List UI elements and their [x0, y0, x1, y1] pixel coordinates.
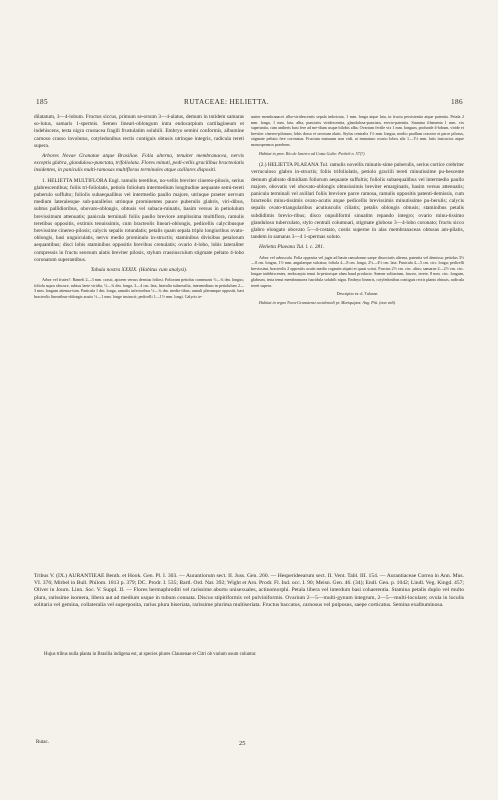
- tribus-note: Hujus tribus nulla planta in Brasilia indigena est, at species plures Clausenae et Citri ob varium usum coluntur.: [44, 652, 257, 657]
- page-number-right: 186: [451, 98, 463, 106]
- footer-sheet-number: 25: [239, 740, 246, 747]
- genus-habit-paragraph: Arbores Novae Granatae atque Brasiliae. Folia alterna, tenuiter membranacea, nervis exceptis glabra, glanduloso-punctata, trifoliolata. Flores minuti, pedi-cellis gracilibus bracteolatis insidentes, in paniculis multi-ramosas multiflorus terminales atque axillares dispositi.: [34, 153, 244, 174]
- tribus-aurantieae-paragraph: Tribus V. (IX.) AURANTIEAE Benth. et Hook. Gen. Pl. I. 303. — Aurantiorum sect. II. Juss. Gen. 260. — Hesperideearum sect. II. Vent. Tabl. III. 154. — Aurantiaceae Correa in Ann. Mus. VI. 376; Mirbel in Bull. Philom. 1813 p. 379; DC. Prodr. I. 535; Bartl. Ord. Nat. 392; Wight et Arn. Prodr. Fl. Ind. occ. I. 90; Meisn. Gen. 46. (34); Endl. Gen. p. 1042; Lindl. Veg. Kingd. 457; Oliver in Journ. Linn. Soc. V. Suppl. II. — Flores hermaphroditi vel rarissime abortu unisexuales, actinomorphi. Petala libera vel interdum basi cohaerentia. Stamina petalis duplo vel multo plura, rarissime isomera, libera aut ad medium usque in tubum connata. Discus stipitiformis vel pulviniformis. Ovarium 2—5—multi-gynum integrum, 2—5—multi-loculare; ovula in loculis solitaria vel gemina, collateralia vel superposita, rarius plura biseriata, rarissime plurima multiseriata. Fructus baccatus, carnosus vel pulposus, saepe corticatus. Semina exalbuminosa.: [34, 573, 464, 608]
- species-2-diagnosis: (2.) HELIETTA PLAEANA Tul. ramulis novellis minutis-sime puberulis, serius cortice crebriter verruculoso glabro in-structis; foliis trifoliolatis, petiolo graciili tereti minutissime pu-bescente demum glabrato dimidiam foliorum aequante suffultis; foliolis subaequalibus vel intermedio paullo majore, obovatis vel obovato-oblongis obtusissimis breviter emarginatis, basim versus attenuatis; panicula terminali vel axillari foliis breviore parce ramosa, ramulis oppositis patenti-demissis, cum bracteolis minu-tissimis ovato-acutis atque pedicellis brevissimis minutissime pu-berulis; calycis sepalis ovato-triangularibus acutiusculis ciliatis; petalis oblongis obtusis; staminibus petalis subdidimis brevio-ribus; disco onpuliformi sinuatim repando integro; ovario minu-tissimo glanduloso tuberculato, stylo centrali columnari, stigmate globoso 3—4-lobo coronato; fructu sicco glabro elongato obovato 5—4-costato, costis superne in alas membranaceas obtusas am-pliatis, tandem in samaras 3—4 1-spermas soluto.: [251, 162, 464, 241]
- species-2-citation: Helietta Plaeana Tul. l. c. 281.: [259, 244, 325, 251]
- species-2-description: Arbor vel arbuscula. Folia opposita vel jugis ad basin ramulorum saepe dissociatis alterna, patentia vel demissa; petiolus 3½—8 cm. longus, 1½ mm. angulaeque sulcatus; foliola 4—8 cm. longa, 2½—4½ cm. lata. Panicula 4—5 cm. circ. longa; pedicelli brevissimi, bracteolis 2 oppositis acutis medio cognatis stipati et quasi scissi. Fructus 2½ cm. circ. altus; samarae 2—2½ cm. circ. longae indehiscentes, endocarpio tenui la-petiorique alam haud producto. Semen solitarium, fusceo, terete, 8 mm. circ. longum, glabrum, testa tenui membranacea fuscidula solubili nigra. Embryo linearis, cotyledonibus contiguis rectis planis obtusis, radicula tereti supera.: [251, 254, 464, 288]
- species-1-description-continued: nuiter membranacei albo-viridescentis sepala imbricata, 1 mm. longa atque lata, in fructu persistentia atque patentia. Petala 2 mm. longa, 1 mm. lata, alba, punctatis viridescentia, glandulosa-punctata, erecto-patentia. Stamina filamenta 1 mm. vix superantia, cum antheris basi fere ad me-dium usque bilobis alba. Ovarium fertile vix 1 mm. longum, profunde 4-lobum, viride et breviter cinereo-pilosum, lobis dorso et seorsum alatis. Stylus centralis 1½ mm. longus, medio paullum crassior et parce pilosus, stigmate peltato fere coronatus. Fructum maturum non vidi, at immaturo ovario lobos alis 1—1½ mm. latis instructos atque monospermos praebens.: [251, 114, 464, 147]
- species-1-description: Arbor vel frutex?. Rameli 2—3 mm. crassi, apicem versus densius foliosi. Foliorum petiolus communis ½—¾ dm. longus; foliola supra obscure, subtus laete viridia, ½—¾ dm. longa, 3—4 cm. lata, lateralia subsessilia, intermedium in petiolulum 2—3 mm. longum attenua-tum. Panicula 1 dm. longa, ramulis inferioribus ½—¾ dm. medio-tibus; ramuli plerumque oppositi, basi bracteolis linearibus-oblongis acutis ½—1 mm. longe instructi; pedicelli 1—1½ mm. longi. Calycis te-: [34, 277, 244, 300]
- description-source: Descriptio ex cl. Tulasne.: [336, 291, 379, 297]
- running-title: RUTACEAE: HELIETTA.: [184, 98, 270, 106]
- footer-signature: Rutac.: [36, 740, 49, 745]
- running-header: [0, 98, 498, 110]
- genus-description-continued: dilatatum, 3—4-lobum. Fructus siccus, primum se-orsum 3—4-alatus, demum in totidem samaras so-lutus, samaris 1-spermis. Semen lineari-oblongum intra endocarpium cartilagineum et indehiscens, testa nigra crustacea fragili frustulatim solubili. Embryo semini conformis, albumine carnoso crasso involutus, cotyledonibus rectis contiguis obtusis utrinque integris, radicula tereti supera.: [34, 114, 244, 149]
- species-1-diagnosis: 1. HELIETTA MULTIFLORA Engl. ramulis teretibus, no-vellis breviter cinereo-pilosis, serius glabrescentibus; foliis tri-foliolatis, petiolo foliolum intermedium longitudine aequante semi-tereti puberulo suffulto; foliolis subaequalibus vel intermedio paullo majore, utrinque praeter nervum medium lateralesque sub-parallelos utrinque prominentes pauce puberulis glabris, viri-dibus, subtus pallidioribus, obovato-oblongis, obtusis vel subacu-minatis, basim versus in petiolulum brevissimum attenuatis; panicula terminali foliis paullo breviore amplissima multiflora, ramulis teretibus oppositis, extimis tenuissimis, cum bracteolis lineari-oblongis, pedicellis calycibusque brevissime cinereo-pilosis; calycis sepalis rotundatis; petalis quam sepala triplo longioribus ovato-oblongis, basi unguiculatis, nervo medio prominulo in-structis; staminibus divisibus petalorum aequantibus; disci lobis staminibus oppositis brevibus crenulatis; ovario 4-lobo, lobis lateraliter compressis in fructu seorsum alatis breviter pilosis, stylum crassiusculum stigmate peltato 4-lobo coronatum superantibus.: [34, 177, 244, 263]
- left-column: [34, 114, 244, 303]
- species-1-habitat: Habitat in prov. Rio de Janeiro ad Costa Galto: Pechelt n. 57(?).: [259, 150, 366, 156]
- species-2-habitat: Habitat in regno Nova-Granatensi occidentali pr. Mariquipas: Ang. Pitt. (non vidi).: [259, 299, 397, 305]
- page-number-left: 185: [36, 98, 48, 106]
- right-column: [251, 114, 464, 308]
- plate-reference: Tabula nostra XXXIX. (Habitus cum analysi).: [90, 267, 188, 274]
